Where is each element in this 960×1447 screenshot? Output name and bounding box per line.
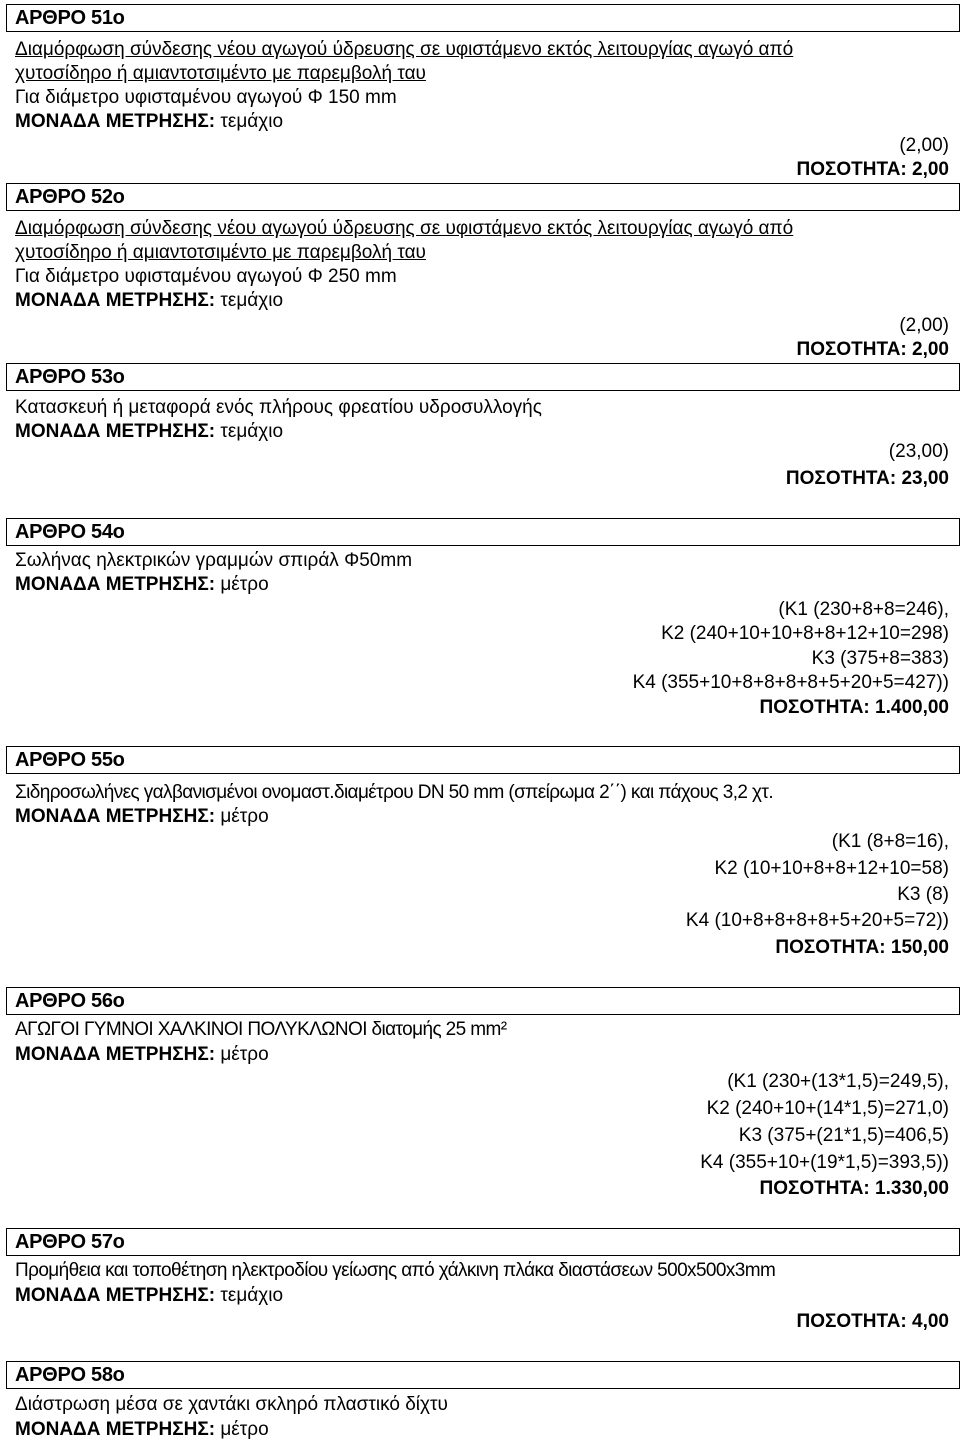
- quantity: ΠΟΣΟΤΗΤΑ: 1.330,00: [759, 1178, 949, 1199]
- calc-line: Κ2 (240+10+(14*1,5)=271,0): [706, 1098, 949, 1119]
- article-extra: Για διάμετρο υφισταμένου αγωγού Φ 250 mm: [15, 266, 397, 287]
- calc-line: Κ4 (355+10+8+8+8+8+5+20+5=427)): [632, 672, 949, 693]
- article-desc-line: Σιδηροσωλήνες γαλβανισμένοι ονομαστ.διαμέτρου DN 50 mm (σπείρωμα 2΄΄) και πάχους 3,2 χτ.: [15, 782, 773, 803]
- article-57-header: [6, 1228, 960, 1256]
- unit-label: ΜΟΝΑΔΑ ΜΕΤΡΗΣΗΣ:: [15, 1285, 216, 1306]
- calc-line: (23,00): [888, 441, 949, 462]
- calc-line: Κ3 (8): [897, 884, 949, 905]
- unit-value: τεμάχιο: [220, 290, 284, 311]
- quantity: ΠΟΣΟΤΗΤΑ: 2,00: [796, 339, 949, 360]
- article-desc-line: Προμήθεια και τοποθέτηση ηλεκτροδίου γείωσης από χάλκινη πλάκα διαστάσεων 500x500x3mm: [15, 1260, 776, 1281]
- article-53-header: [6, 363, 960, 391]
- quantity: ΠΟΣΟΤΗΤΑ: 23,00: [785, 468, 949, 489]
- article-desc-line: Διαμόρφωση σύνδεσης νέου αγωγού ύδρευσης σε υφιστάμενο εκτός λειτουργίας αγωγό από: [15, 218, 794, 239]
- article-55-header: [6, 746, 960, 774]
- unit-label: ΜΟΝΑΔΑ ΜΕΤΡΗΣΗΣ:: [15, 290, 216, 311]
- quantity: ΠΟΣΟΤΗΤΑ: 2,00: [796, 159, 949, 180]
- unit-row: [15, 1284, 283, 1308]
- article-52-header: [6, 183, 960, 211]
- article-title: ΑΡΘΡΟ 55ο: [15, 749, 125, 771]
- calc-line: Κ4 (355+10+(19*1,5)=393,5)): [700, 1152, 949, 1173]
- article-desc-line: Σωλήνας ηλεκτρικών γραμμών σπιράλ Φ50mm: [15, 550, 413, 571]
- article-54-header: [6, 518, 960, 546]
- article-58-header: [6, 1361, 960, 1389]
- unit-row: [15, 573, 269, 597]
- article-title: ΑΡΘΡΟ 54ο: [15, 521, 125, 543]
- unit-row: [15, 420, 283, 444]
- article-desc-line: χυτοσίδηρο ή αμιαντοτσιμέντο με παρεμβολή ταυ: [15, 242, 426, 263]
- unit-value: τεμάχιο: [220, 111, 284, 132]
- article-desc-line: ΑΓΩΓΟΙ ΓΥΜΝΟΙ ΧΑΛΚΙΝΟΙ ΠΟΛΥΚΛΩΝΟΙ διατομής 25 mm²: [15, 1019, 507, 1040]
- calc-line: Κ3 (375+(21*1,5)=406,5): [738, 1125, 949, 1146]
- unit-label: ΜΟΝΑΔΑ ΜΕΤΡΗΣΗΣ:: [15, 111, 216, 132]
- quantity: ΠΟΣΟΤΗΤΑ: 4,00: [796, 1311, 949, 1332]
- article-title: ΑΡΘΡΟ 57ο: [15, 1231, 125, 1253]
- quantity: ΠΟΣΟΤΗΤΑ: 1.400,00: [759, 697, 949, 718]
- unit-label: ΜΟΝΑΔΑ ΜΕΤΡΗΣΗΣ:: [15, 421, 216, 442]
- unit-row: [15, 1418, 269, 1442]
- article-desc-line: Κατασκευή ή μεταφορά ενός πλήρους φρεατίου υδροσυλλογής: [15, 397, 542, 418]
- unit-row: [15, 110, 283, 134]
- unit-label: ΜΟΝΑΔΑ ΜΕΤΡΗΣΗΣ:: [15, 1419, 216, 1440]
- article-title: ΑΡΘΡΟ 56ο: [15, 990, 125, 1012]
- unit-label: ΜΟΝΑΔΑ ΜΕΤΡΗΣΗΣ:: [15, 1044, 216, 1065]
- article-title: ΑΡΘΡΟ 58ο: [15, 1364, 125, 1386]
- article-56-header: [6, 987, 960, 1015]
- article-title: ΑΡΘΡΟ 51ο: [15, 7, 125, 29]
- article-extra: Για διάμετρο υφισταμένου αγωγού Φ 150 mm: [15, 87, 397, 108]
- unit-label: ΜΟΝΑΔΑ ΜΕΤΡΗΣΗΣ:: [15, 574, 216, 595]
- unit-value: τεμάχιο: [220, 1285, 284, 1306]
- unit-row: [15, 1043, 269, 1067]
- calc-line: (2,00): [899, 315, 949, 336]
- calc-line: (Κ1 (8+8=16),: [831, 831, 949, 852]
- article-title: ΑΡΘΡΟ 52ο: [15, 186, 125, 208]
- unit-value: μέτρο: [220, 1044, 269, 1065]
- article-desc-line: Διάστρωση μέσα σε χαντάκι σκληρό πλαστικό δίχτυ: [15, 1394, 448, 1415]
- article-51-header: [6, 4, 960, 32]
- article-desc-line: Διαμόρφωση σύνδεσης νέου αγωγού ύδρευσης σε υφιστάμενο εκτός λειτουργίας αγωγό από: [15, 39, 794, 60]
- unit-value: μέτρο: [220, 806, 269, 827]
- unit-value: μέτρο: [220, 1419, 269, 1440]
- calc-line: Κ2 (10+10+8+8+12+10=58): [714, 858, 949, 879]
- unit-row: [15, 289, 283, 313]
- unit-label: ΜΟΝΑΔΑ ΜΕΤΡΗΣΗΣ:: [15, 806, 216, 827]
- calc-line: (Κ1 (230+(13*1,5)=249,5),: [727, 1071, 949, 1092]
- calc-line: (Κ1 (230+8+8=246),: [778, 599, 949, 620]
- quantity: ΠΟΣΟΤΗΤΑ: 150,00: [775, 937, 949, 958]
- article-desc-line: χυτοσίδηρο ή αμιαντοτσιμέντο με παρεμβολή ταυ: [15, 63, 426, 84]
- article-title: ΑΡΘΡΟ 53ο: [15, 366, 125, 388]
- calc-line: (2,00): [899, 135, 949, 156]
- calc-line: Κ2 (240+10+10+8+8+12+10=298): [661, 623, 949, 644]
- unit-row: [15, 805, 269, 829]
- calc-line: Κ4 (10+8+8+8+8+5+20+5=72)): [685, 910, 949, 931]
- calc-line: Κ3 (375+8=383): [811, 648, 949, 669]
- unit-value: μέτρο: [220, 574, 269, 595]
- unit-value: τεμάχιο: [220, 421, 284, 442]
